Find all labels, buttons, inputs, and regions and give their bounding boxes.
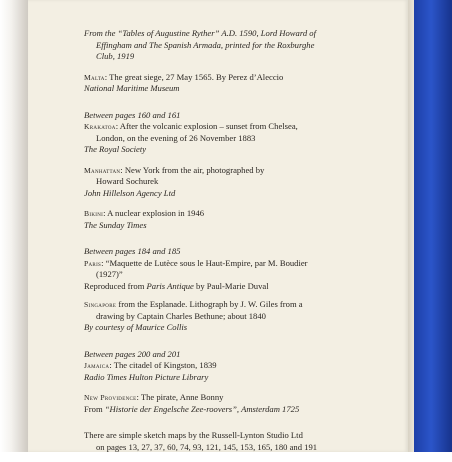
intro-line: Effingham and The Spanish Armada, printed for the Roxburghe bbox=[96, 39, 315, 50]
place-name: New Providence bbox=[84, 393, 137, 402]
intro-line: Club, 1919 bbox=[96, 51, 135, 61]
section-heading: Between pages 184 and 185 bbox=[84, 246, 181, 256]
entry-text: : The citadel of Kingston, 1839 bbox=[109, 360, 217, 370]
entry-credit: From “Historie der Engelsche Zee-roovers”, Amsterdam 1725 bbox=[84, 403, 300, 414]
note-line: There are simple sketch maps by the Russell-Lynton Studio Ltd bbox=[84, 430, 303, 440]
entry-credit: Radio Times Hulton Picture Library bbox=[84, 371, 209, 382]
page-shadow bbox=[0, 0, 28, 452]
entry-text: : A nuclear explosion in 1946 bbox=[103, 208, 205, 218]
place-name: Krakatoa bbox=[84, 122, 116, 131]
entry-credit: By courtesy of Maurice Collis bbox=[84, 322, 188, 332]
entry-bikini bbox=[84, 208, 400, 231]
entry-krakatoa bbox=[84, 121, 400, 156]
entry-credit: Reproduced from Paris Antique by Paul-Marie Duval bbox=[84, 280, 269, 291]
place-name: Paris bbox=[84, 258, 102, 268]
section-heading: Between pages 200 and 201 bbox=[84, 348, 181, 359]
entry-text: : “Maquette de Lutèce sous le Haut-Empire, par M. Boudier bbox=[101, 257, 308, 268]
entry-malta bbox=[84, 72, 400, 95]
entry-text: (1927)” bbox=[96, 269, 123, 279]
entry-text: drawing by Captain Charles Bethune; about 1840 bbox=[96, 310, 266, 321]
entry-jamaica bbox=[84, 360, 400, 383]
place-name: Singapore bbox=[84, 300, 117, 309]
place-name: Jamaica bbox=[84, 361, 110, 370]
sketch-maps-note bbox=[84, 430, 400, 453]
intro-entry bbox=[84, 28, 400, 63]
entry-text: : New York from the air, photographed by bbox=[120, 164, 265, 175]
intro-line: From the “Tables of Augustine Ryther” A.D. 1590, Lord Howard of bbox=[84, 28, 316, 38]
entry-credit: The Sunday Times bbox=[84, 219, 147, 230]
place-name: Bikini bbox=[84, 209, 104, 218]
entry-credit: National Maritime Museum bbox=[84, 83, 180, 93]
entry-credit: The Royal Society bbox=[84, 144, 147, 154]
entry-text: from the Esplanade. Lithograph by J. W. Giles from a bbox=[116, 299, 303, 309]
blue-cover bbox=[414, 0, 452, 452]
place-name: Manhattan bbox=[84, 165, 121, 175]
note-line: on pages 13, 27, 37, 60, 74, 93, 121, 145, 153, 165, 180 and 191 bbox=[96, 441, 318, 452]
entry-new-providence bbox=[84, 392, 400, 415]
entry-text: Howard Sochurek bbox=[96, 176, 159, 186]
entry-manhattan bbox=[84, 165, 400, 200]
illustrations-list bbox=[84, 28, 400, 462]
place-name: Malta bbox=[84, 72, 105, 82]
section-heading: Between pages 160 and 161 bbox=[84, 109, 181, 120]
entry-credit: John Hillelson Agency Ltd bbox=[84, 187, 176, 198]
entry-singapore bbox=[84, 299, 400, 334]
entry-text: : The great siege, 27 May 1565. By Perez d’Aleccio bbox=[104, 71, 284, 82]
entry-text: : After the volcanic explosion – sunset from Chelsea, bbox=[115, 121, 298, 131]
entry-text: : The pirate, Anne Bonny bbox=[136, 392, 224, 402]
entry-text: London, on the evening of 26 November 1883 bbox=[96, 132, 256, 143]
entry-paris bbox=[84, 258, 400, 293]
